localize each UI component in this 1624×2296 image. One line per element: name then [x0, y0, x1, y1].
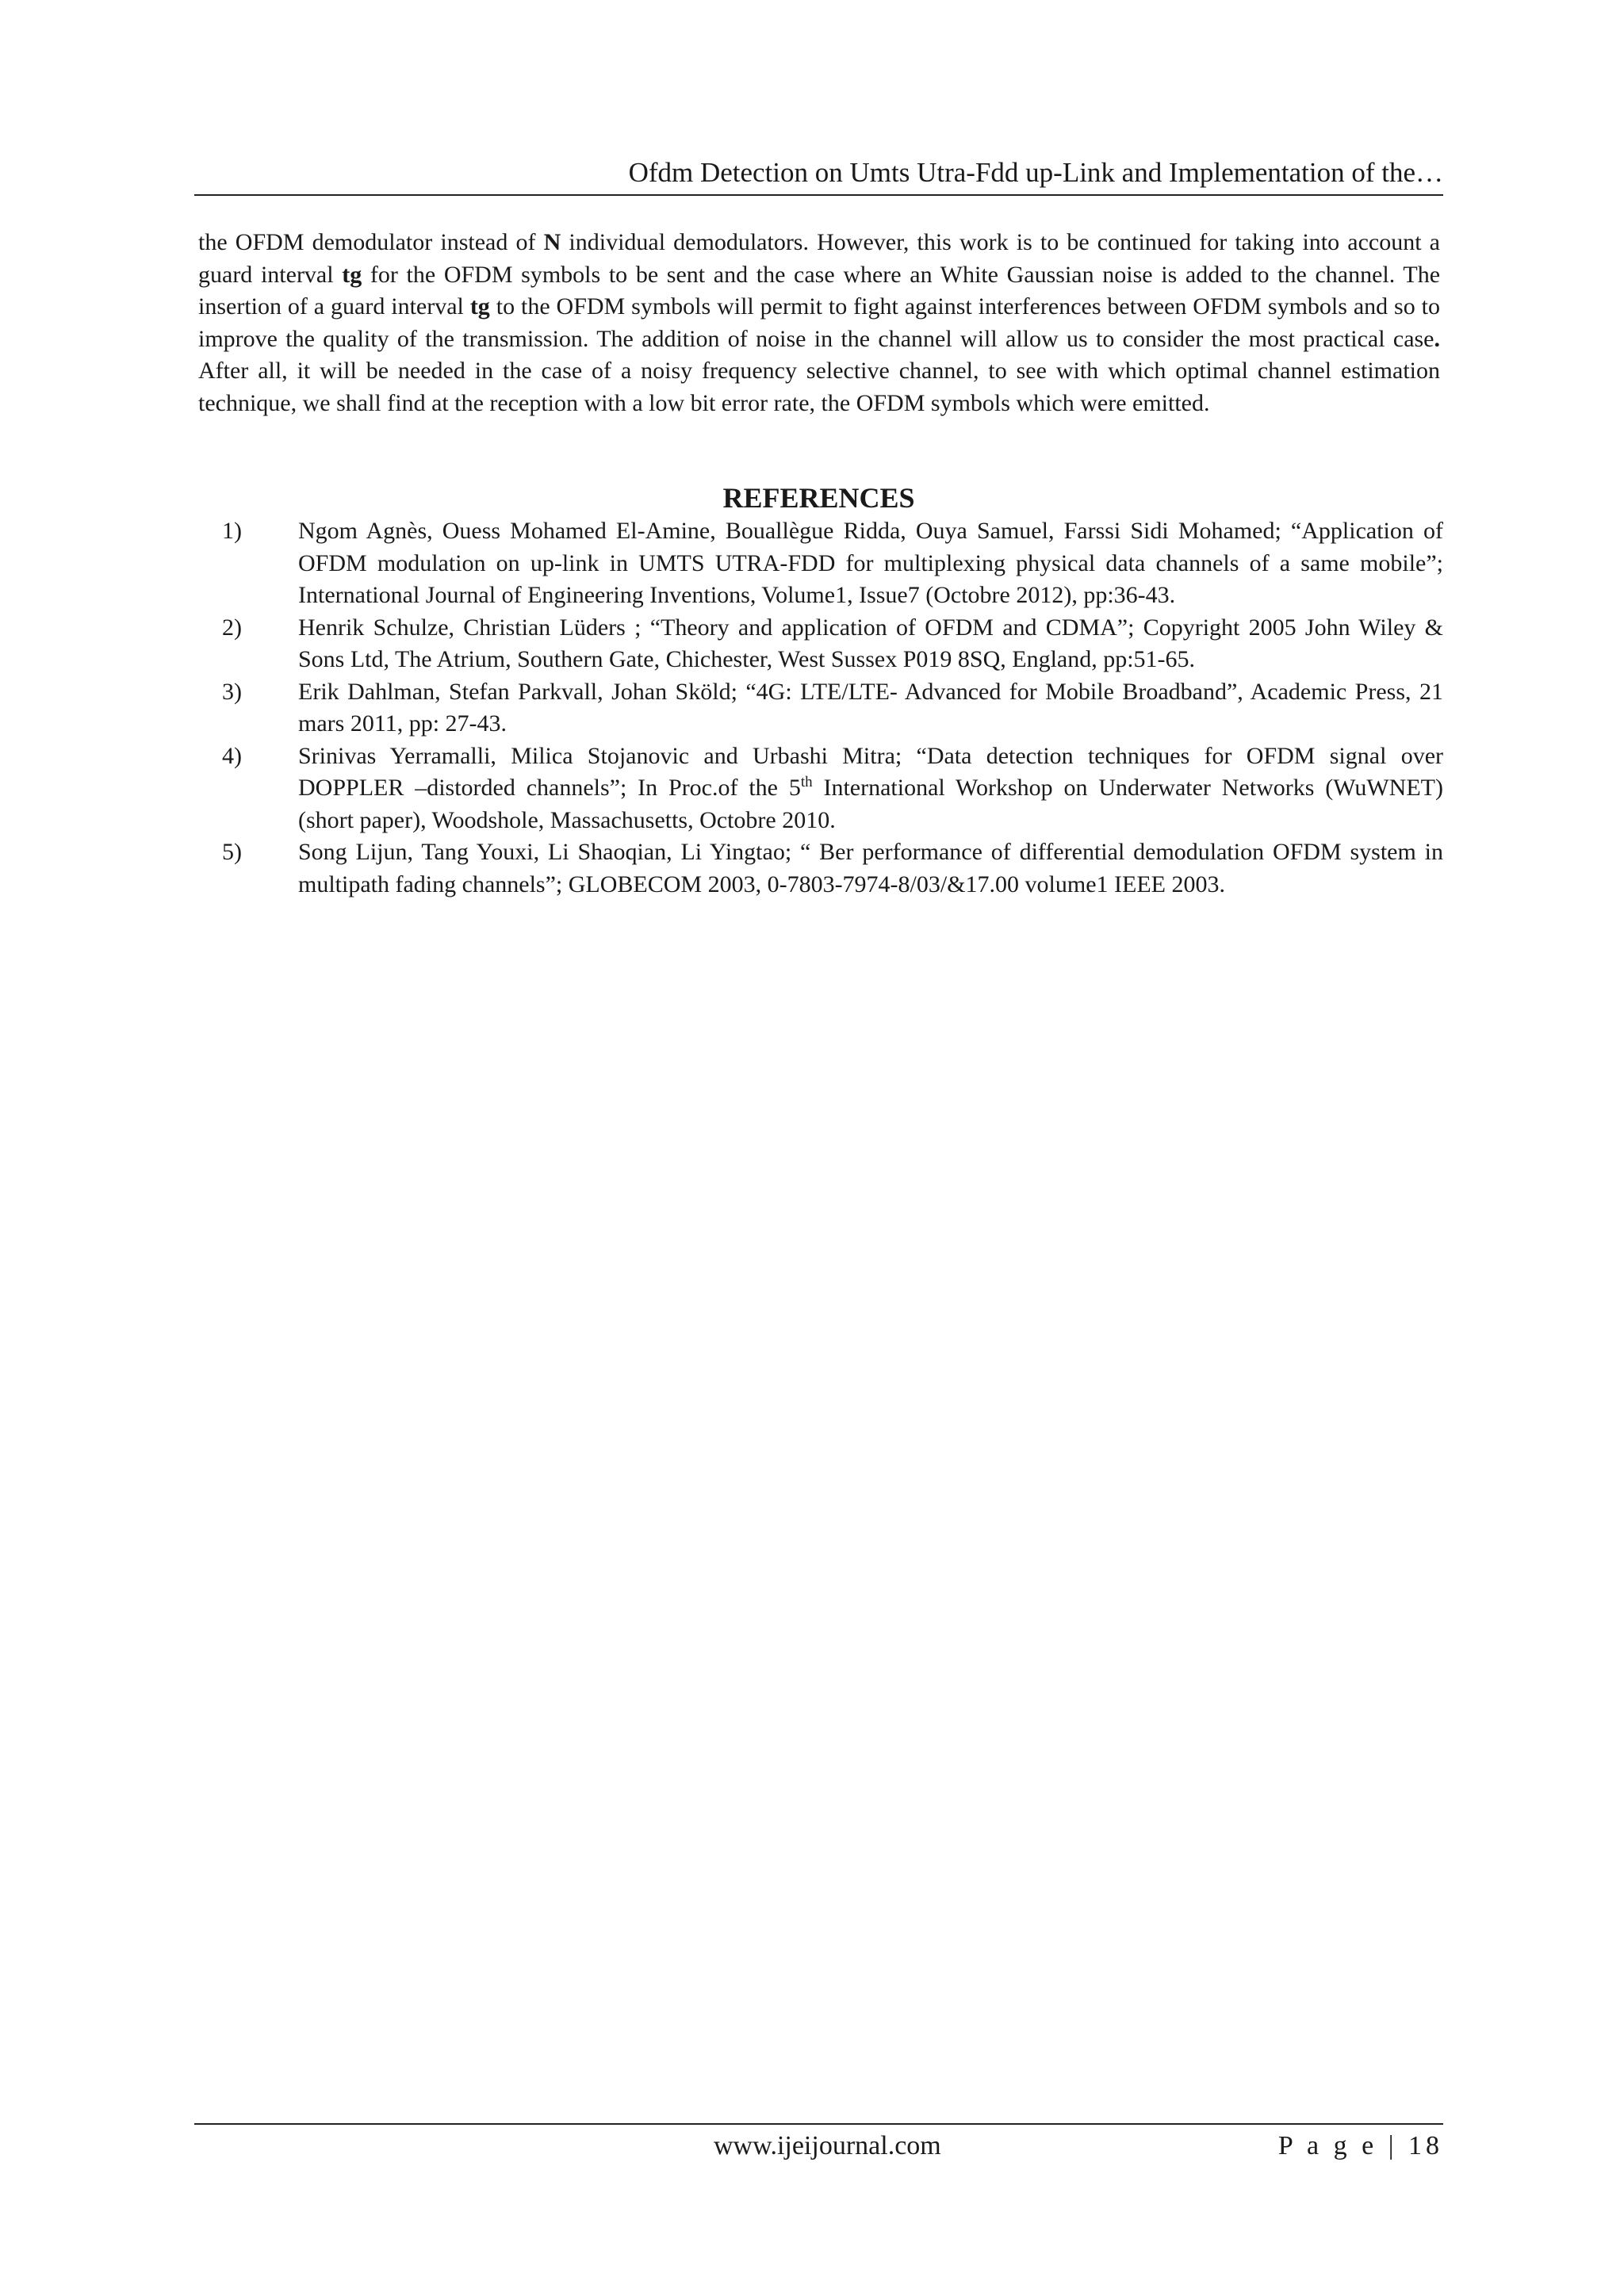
body-bold-n: N — [543, 229, 561, 255]
reference-text: Song Lijun, Tang Youxi, Li Shaoqian, Li Yingtao; “ Ber performance of differential demodulation OFDM system in multipath fading channels”; GLOBECOM 2003, 0-7803-7974-8/03/&17.00 volume1 IEEE 2003. — [298, 839, 1443, 897]
running-title: Ofdm Detection on Umts Utra-Fdd up-Link and Implementation of the… — [628, 157, 1443, 188]
body-bold-tg: tg — [342, 261, 362, 288]
reference-number: 4) — [222, 742, 242, 769]
reference-item — [222, 836, 1443, 901]
superscript-th: th — [800, 774, 813, 790]
footer-url: www.ijeijournal.com — [714, 2131, 941, 2160]
references-list — [222, 515, 1443, 901]
reference-number: 2) — [222, 614, 242, 641]
reference-item — [222, 740, 1443, 837]
reference-text-part: International Workshop on Underwater Networks (WuWNET) (short paper), Woodshole, Massachusetts, Octobre 2010. — [298, 775, 1443, 833]
page-number: P a g e | 18 — [1277, 2131, 1443, 2160]
reference-text — [298, 740, 1443, 837]
references-heading: REFERENCES — [722, 482, 915, 514]
header-rule — [194, 194, 1443, 196]
body-text-segment: individual demodulators. However, this work is to be continued for taking into account a guard interval — [198, 229, 1440, 288]
reference-number: 3) — [222, 678, 242, 705]
reference-item — [222, 612, 1443, 676]
body-text-segment: to the OFDM symbols will permit to fight against interferences between OFDM symbols and so to improve the quality of the transmission. The addition of noise in the channel will allow us to consider the most practical case — [198, 293, 1440, 352]
reference-text-part: Srinivas Yerramalli, Milica Stojanovic and Urbashi Mitra; “Data detection techniques for OFDM signal over DOPPLER –distorded channels”; In Proc.of the 5 — [298, 742, 1443, 801]
body-text-segment: for the OFDM symbols to be sent and the case where an White Gaussian noise is added to the channel. The insertion of a guard interval — [198, 261, 1441, 320]
body-text-segment: the OFDM demodulator instead of — [198, 229, 544, 255]
reference-text: Ngom Agnès, Ouess Mohamed El-Amine, Bouallègue Ridda, Ouya Samuel, Farssi Sidi Mohamed; “Application of OFDM modulation on up-link in UMTS UTRA-FDD for multiplexing physical data channels of a same mobile”; International Journal of Engineering Inventions, Volume1, Issue7 (Octobre 2012), pp:36-43. — [298, 518, 1443, 608]
reference-number: 1) — [222, 518, 242, 544]
reference-text: Erik Dahlman, Stefan Parkvall, Johan Sköld; “4G: LTE/LTE- Advanced for Mobile Broadband”, Academic Press, 21 mars 2011, pp: 27-43. — [298, 678, 1443, 737]
body-paragraph — [198, 227, 1440, 419]
reference-text: Henrik Schulze, Christian Lüders ; “Theory and application of OFDM and CDMA”; Copyright 2005 John Wiley & Sons Ltd, The Atrium, Southern Gate, Chichester, West Sussex P019 8SQ, England, pp:51-65. — [298, 614, 1443, 672]
reference-item — [222, 676, 1443, 740]
body-bold-tg: tg — [469, 293, 490, 320]
footer-rule — [194, 2123, 1443, 2125]
body-text-segment: After all, it will be needed in the case of a noisy frequency selective channel, to see with which optimal channel estimation technique, we shall find at the reception with a low bit error rate, the OFDM symbols which were emitted. — [198, 358, 1440, 416]
body-bold-period: . — [1434, 325, 1440, 352]
reference-number: 5) — [222, 839, 242, 865]
reference-item — [222, 515, 1443, 612]
